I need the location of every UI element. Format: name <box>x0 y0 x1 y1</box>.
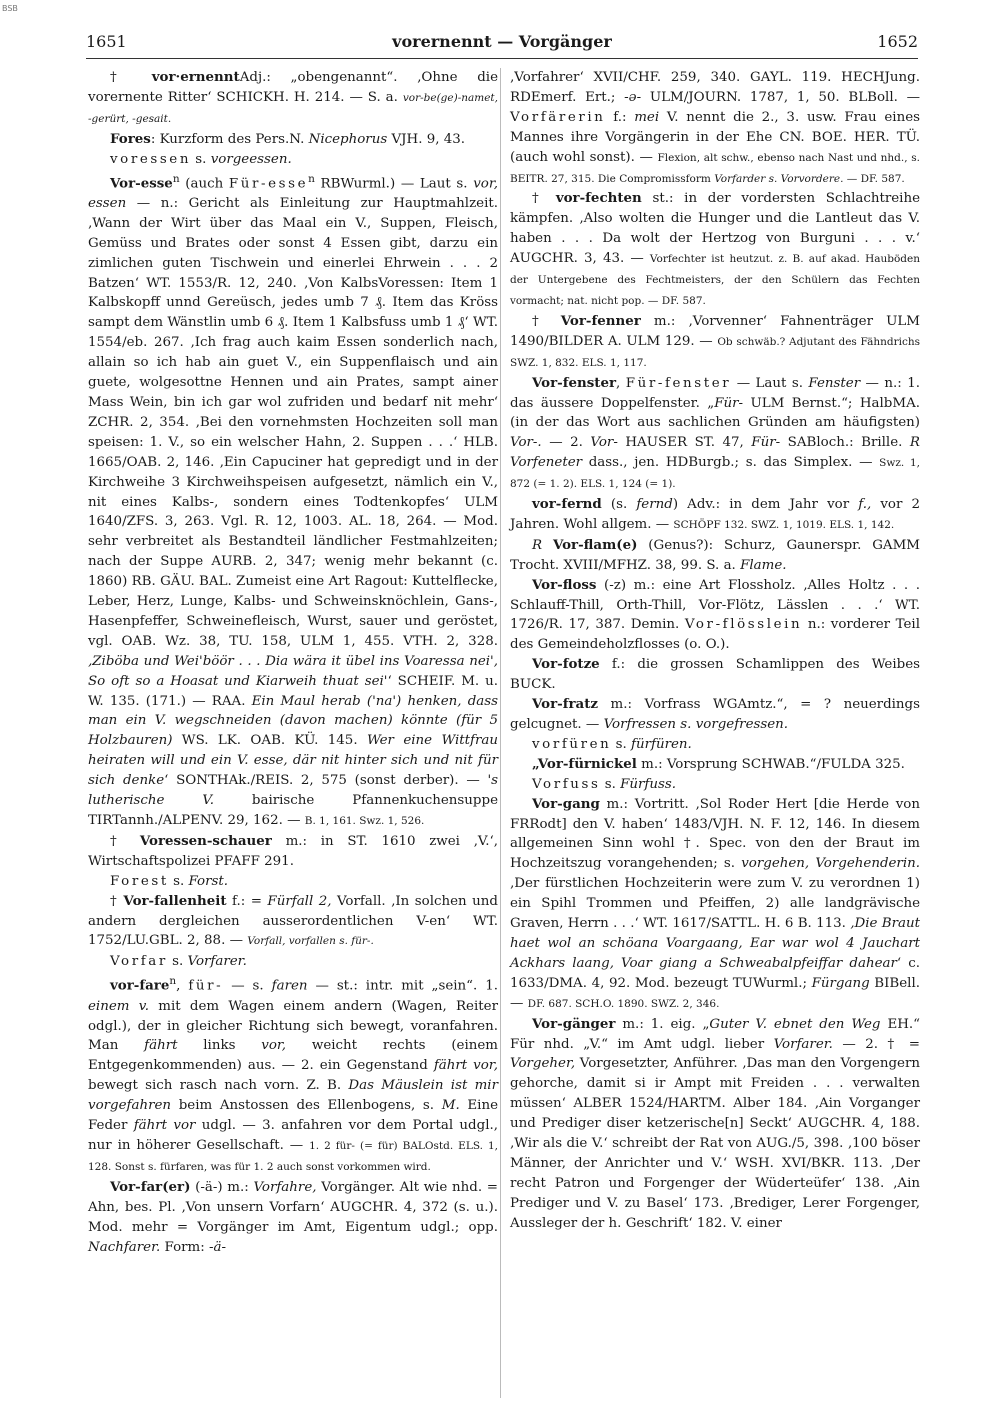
entry-italic: Vor-. <box>510 435 542 451</box>
entry-italic: Nicephorus <box>308 131 388 147</box>
entry-text: m.: ‚Vorvenner‘ Fahnenträger ULM 1490/BILDER A. ULM 129. — <box>510 313 921 349</box>
entry-vor-essen <box>88 170 498 832</box>
entry-italic: Fenster <box>808 375 861 391</box>
entry-text: (-z) m.: eine Art Flossholz. ‚Alles Holtz . . . Schlauff-Thill, Orth-Thill, Vor-Flötz, Lässlen . . .‘ WT. 1726/R. 17, 387. Demin. <box>510 577 920 633</box>
entry-italic: M. <box>441 1098 460 1114</box>
entry-italic: 's lutherische V. <box>88 773 498 809</box>
headword-spaced: Vorfar <box>110 954 168 970</box>
entry-italic: Vorfarer. <box>187 954 247 970</box>
entry-text: m.: 1. eig. „ <box>615 1016 710 1032</box>
entry-text: VJH. 9, 43. <box>387 131 466 147</box>
entry-text: — 2. <box>541 435 591 451</box>
entry-text: beim Anstossen des Ellenbogens, s. <box>171 1098 442 1114</box>
entry-text: — st.: intr. mit „sein“. 1. <box>307 978 499 994</box>
entry-italic: ‚Ziböba und Wei'böör . . . Dia wära it übel ins Voaressa nei', So oft so a Hoasat und Kiarweih thuat sei' <box>88 653 498 689</box>
entry-text: Vorfall. ‚In solchen und andern dergleichen ausserordentlichen V-en‘ WT. 1752/LU.GBL. 2, 88. — <box>88 893 498 949</box>
entry-small: Flexion, alt schw., ebenso nach Nast und nhd., s. BEITR. 27, 315. Die Compromissform <box>510 151 920 185</box>
headword: Vor-esse <box>110 175 173 191</box>
entry-text: — s. <box>223 978 272 994</box>
entry-small: Swz. 1, 872 (= 1. 2). ELS. 1, 124 (= 1). <box>510 457 921 491</box>
headword: vor·ernennt <box>151 69 240 85</box>
entry-text: — n.: 1. das äussere Doppelfenster. „ <box>510 375 920 411</box>
entry-vorfuss-ref <box>510 775 920 795</box>
left-column <box>88 68 498 1257</box>
entry-text: ‚Der fürstlichen Hochzeiterin were zum V. zu verordnen 1) ein Spihl Trommen und Pfeiffen, 2) alle landgrävische Graven, Herrn . . .‘ WT. 1617/SATTL. H. 6 B. 113. <box>510 876 920 932</box>
entry-italic: Fürgang <box>811 975 870 991</box>
entry-text: s. <box>168 873 189 889</box>
entry-small: Vorfechter ist heutzut. z. B. auf akad. Hauböden der Untergebene des Fechtmeisters, der den Schülern das Fechten vormacht; nat. nicht pop. — DF. 587. <box>510 253 920 307</box>
page-number-left: 1651 <box>86 32 127 51</box>
headword: Voressen-schauer <box>139 832 272 849</box>
entry-italic: Vorgeher, <box>510 1056 576 1072</box>
entry-text: bairische Pfannenkuchensuppe TIRTannh./ALPENV. 29, 162. — <box>88 793 498 828</box>
entry-text: links <box>177 1038 262 1054</box>
headword-spaced: Für-fenster <box>625 375 732 391</box>
entry-text: m.: Vorsprung SCHWAB.“/FULDA 325. <box>636 756 905 772</box>
entry-text: HAUSER ST. 47, <box>617 435 752 451</box>
entry-text: ) Adv.: in dem Jahr vor <box>672 497 859 513</box>
entry-text: ‚Vorfahrer‘ XVII/CHF. 259, 340. GAYL. 119. HECHJung. RDEmerf. Ert.; <box>510 70 920 105</box>
page-header <box>86 32 918 59</box>
entry-text: Adj.: „obengenannt“. ‚Ohne die vorernente Ritter‘ SCHICKH. H. 214. — S. a. <box>88 70 498 105</box>
entry-text: st.: in der vordersten Schlachtreihe kämpfen. ‚Also wolten die Hunger und die Lantleut das V. haben . . . Da wolt der Hertzog von Burguni . . . v.‘ AUGCHR. 3, 43. — <box>510 191 921 267</box>
entry-text: , <box>616 375 626 391</box>
headword: Vor-fenner <box>560 312 641 329</box>
entry-vor-fechten <box>510 189 920 311</box>
entry-text: RBWurml.) — Laut s. <box>314 176 474 191</box>
headword: vor-fernd <box>532 496 602 513</box>
entry-text: s. <box>600 776 621 792</box>
entry-italic: vor, <box>261 1038 287 1054</box>
headword: vor-fare <box>110 977 170 994</box>
superscript: n <box>172 172 180 185</box>
entry-text: n.: vorderer Teil des Gemeindeholzflosses (o. O.). <box>510 617 920 653</box>
entry-vor-fratz <box>510 695 920 735</box>
entry-text: SABloch.: Brille. <box>780 435 910 451</box>
headword: Vor-fratz <box>532 696 598 713</box>
headword-spaced: Vorfärerin <box>510 109 606 125</box>
entry-small: 1. 2 für- (= für) BALOstd. ELS. 1, 128. Sonst s. fürfaren, was für 1. 2 auch sonst vorkommen wird. <box>88 1139 498 1173</box>
entry-text: WS. LK. OAB. KÜ. 145. <box>172 733 367 749</box>
dagger: † <box>110 70 133 85</box>
entry-vorfar-ref <box>88 952 498 972</box>
entry-text: Eine Feder <box>88 1098 498 1134</box>
entry-text: (s. <box>601 497 637 513</box>
library-stamp: BSB <box>2 4 18 13</box>
entry-italic: Ein Maul herab ('na') henken, dass man ein V. wegschneiden (davon machen) könnte (für 5 Holzbauren) <box>88 693 498 749</box>
entry-italic: faren <box>271 978 308 994</box>
entry-text: s. <box>191 151 211 167</box>
column-divider <box>500 68 501 1398</box>
entry-text: dass., jen. HDBurgb.; s. das Simplex. — <box>582 455 880 471</box>
entry-vor-farer <box>88 1178 498 1258</box>
entry-text: : Kurzform des Pers.N. <box>150 131 309 147</box>
entry-text: (auch <box>179 176 229 191</box>
entry-italic: mei <box>634 109 660 125</box>
entry-italic: Fürfuss. <box>620 776 676 792</box>
entry-vor-faren <box>88 972 498 1178</box>
headword-spaced: für- <box>188 978 224 994</box>
entry-text: (Genus?): Schurz, Gaunerspr. GAMM Trocht. XVIII/MFHZ. 38, 99. S. a. <box>510 537 921 573</box>
entry-text: ‘ SCHEIF. M. u. W. 135. (171.) — RAA. <box>88 673 498 709</box>
entry-voressen-ref <box>88 150 498 170</box>
dagger: † <box>110 893 118 909</box>
entry-text: , <box>176 978 189 994</box>
right-column <box>510 68 920 1234</box>
headword-spaced: Für-esse <box>228 176 309 191</box>
entry-text: Vorgänger. Alt wie nhd. = Ahn, bes. Pl. ‚Von unsern Vorfarn‘ AUGCHR. 4, 372 (s. u.). Mod. mehr = Vorgänger im Amt, Eigentum udgl.; opp. <box>88 1179 498 1235</box>
entry-text: m.: in ST. 1610 zwei ‚V.‘, Wirtschaftspolizei PFAFF 291. <box>88 833 499 869</box>
entry-text: BIBell. — <box>510 975 920 1011</box>
entry-vor-fenster <box>510 374 920 495</box>
entry-text: V. nennt die 2., 3. usw. Frau eines Mannes ihre Vorgängerin in der Ehe CN. BOE. HER. TÜ. (auch wohl sonst). — <box>510 109 920 165</box>
entry-italic: Forst. <box>188 873 228 889</box>
entry-text: bewegt sich rasch nach vorn. Z. B. <box>88 1078 349 1094</box>
headword-spaced: Vor-flösslein <box>684 617 803 633</box>
entry-vor-fallenheit <box>88 892 498 953</box>
entry-text: m.: Vortritt. ‚Sol Roder Hert [die Herde von FRRodt] den V. haben‘ 1483/VJH. N. F. 12, 146. In diesem allgemeinen Sinn wohl †. Spec. von den der Braut im Hochzeitszug vorangehenden; s. <box>510 796 920 872</box>
entry-small: — DF. 587. <box>843 172 905 185</box>
entry-italic: vorgehen, Vorgehenderin. <box>741 856 920 872</box>
entry-small: Ob schwäb.? Adjutant des Fähndrichs SWZ. 1, 832. ELS. 1, 117. <box>510 335 920 369</box>
entry-italic: vorgeessen. <box>210 151 292 167</box>
entry-text: ULM/JOURN. 1787, 1, 50. BLBoll. — <box>641 89 920 105</box>
headword: Vor-gänger <box>532 1015 616 1032</box>
superscript: n <box>169 975 177 988</box>
entry-text: EH.“ Für nhd. „V.“ im Amt udgl. lieber <box>510 1016 920 1052</box>
entry-text: ‘ c. 1633/DMA. 4, 92. Mod. bezeugt TUWurml.; <box>510 955 920 991</box>
entry-forest <box>88 872 498 892</box>
entry-italic: ‚Die Braut haet wol an schöana Voargaang, Ear war wol 4 Jauchart Ackhars laang, Voar giang a Schweabalpfeiffar dahear <box>510 916 921 971</box>
entry-italic: fährt vor, <box>433 1058 498 1074</box>
headword: Vor-fallenheit <box>123 892 227 909</box>
entry-vor-gang <box>510 795 920 1015</box>
entry-italic: R Vorfeneter <box>510 435 920 471</box>
entry-text: f.: = <box>226 893 268 909</box>
entry-italic: Für- <box>714 395 744 411</box>
entry-vor-gaenger <box>510 1015 920 1234</box>
entry-small: Vorfall, vorfallen s. für-. <box>247 935 374 948</box>
page-number-right: 1652 <box>877 32 918 51</box>
entry-text: f.: <box>605 109 635 125</box>
entry-text: ULM Bernst.“; HalbMA. (in der das Wort aus sachlichen Gründen am häufigsten) <box>510 395 920 431</box>
entry-italic: Das Mäuslein ist mir vorgefahren <box>88 1078 498 1114</box>
entry-text: m.: Vorfrass WGAmtz.“, = ? neuerdings gelcugnet. — <box>510 697 920 732</box>
headword: „Vor-fürnickel <box>532 755 637 772</box>
entry-text: Vorgesetzter, Anführer. ‚Das man den Vorgengern gehorche, damit si ir Ampt mit Freiden . . . verwalten müssen‘ ALBER 1524/HARTM. Alber 184. ‚Ain Vorganger und Prediger diser ketzerische[n] Seckt‘ AUGCHR. 4, 188. ‚Wir als die V.‘ schreibt der Rat von AUG./5, 398. ‚100 böser Männer, der Anrichter und V.‘ WSH. XVI/BKR. 113. ‚Der recht Patron und Forgenger der Wüderteüfer‘ 138. ‚Ain Prediger und V. zu Basel‘ 173. ‚Brediger, Lerer Forgenger, Aussleger der h. Geschrift‘ 182. V. einer <box>510 1056 920 1231</box>
entry-vor-fuernickel <box>510 755 920 775</box>
entry-text: s. <box>167 954 188 970</box>
entry-italic: fährt vor <box>133 1118 196 1134</box>
entry-italic: fährt <box>144 1038 178 1054</box>
entry-text: — 2. † = <box>832 1036 920 1052</box>
headword: Vor-flam(e) <box>552 536 638 553</box>
entry-italic: -ǝ- <box>624 89 642 105</box>
headword-spaced: Vorfuss <box>532 776 601 792</box>
entry-italic: -ä- <box>209 1239 227 1255</box>
entry-vorernennt <box>88 68 498 130</box>
entry-text: ‘ SONTHAk./REIS. 2, 575 (sonst derber). — <box>164 773 488 789</box>
entry-vorfarer-continued <box>510 68 920 189</box>
superscript: n <box>308 172 315 185</box>
headword: Vor-fenster <box>532 374 617 391</box>
headword-spaced: Forest <box>110 873 169 889</box>
entry-vor-fotze <box>510 655 920 695</box>
dagger: † <box>110 833 127 849</box>
entry-text: f.: die grossen Schamlippen des Weibes BUCK. <box>510 657 920 693</box>
entry-italic: Fürfall 2, <box>267 893 332 909</box>
entry-italic: Guter V. ebnet den Weg <box>709 1016 881 1032</box>
entry-italic: vor, essen <box>88 176 499 211</box>
entry-italic: fernd <box>636 497 673 513</box>
entry-italic: Für- <box>751 435 781 451</box>
entry-italic: Vorfarder s. Vorvordere. <box>714 172 844 185</box>
entry-text: s. <box>611 736 632 752</box>
headword: Vor-fotze <box>532 656 600 673</box>
headword-spaced: voressen <box>110 151 192 167</box>
entry-fores <box>88 130 498 150</box>
entry-small: DF. 687. SCH.O. 1890. SWZ. 2, 346. <box>527 997 720 1010</box>
entry-vorfueren-ref <box>510 735 920 755</box>
entry-small: SCHÖPF 132. SWZ. 1, 1019. ELS. 1, 142. <box>673 518 895 531</box>
running-title: vorernennt — Vorgänger <box>392 32 612 51</box>
entry-text: — Laut s. <box>731 375 809 391</box>
headword-spaced: vorfüren <box>532 736 612 752</box>
entry-italic: R <box>532 537 543 553</box>
entry-italic: fürfüren. <box>631 736 692 752</box>
dagger: † <box>532 191 546 207</box>
entry-italic: Vorfahre, <box>253 1179 317 1195</box>
entry-vor-fernd <box>510 495 920 536</box>
entry-text: — n.: Gericht als Einleitung zur Hauptmahlzeit. ‚Wann der Wirt über das Maal ein V., Suppen, Fleisch, Gemüss und Brates oder sonst 4 Essen gibt, darzu ein zimlichen guten Tischwein und einerlei Ehrwein . . . 2 Batzen‘ WT. 1553/R. 12, 240. ‚Von KalbsVoressen: Item 1 Kalbskopff unnd Gereüsch, jedes umb 7 ₰. Item das Kröss sampt dem Wänstlin umb 6 ₰. Item 1 Kalbsfuss umb 1 ₰‘ WT. 1554/eb. 267. ‚Ich frag auch kaim Essen sonderlich nach, allain so ich hab ain guet V., ein Suppenflaisch und ain guete, wolgesottne Hennen und ain Prates, sampt ainer Mass Wein, bin ich gar wol zufriden und bedarf nit mehr‘ ZCHR. 2, 354. ‚Bei den vornehmsten Hochzeiten soll man speisen: 1. V., so ein welscher Hahn, 2. Suppen . . .‘ HLB. 1665/OAB. 2, 146. ‚Ein Capuciner hat gepredigt und in der Kirchweihe 3 Kirchweihspeisen aufgesetzt, nämlich ein V., nit eines Kalbs-, sondern eines Todtenkopfes‘ ULM 1640/ZFS. 3, 263. Vgl. R. 12, 1003. AL. 18, 264. — Mod. sehr verbreitet als Bestandteil ländlicher Festmahlzeiten; nach der Suppe AURB. 2, 347; wenig mehr bekannt (c. 1860) RB. GÄU. BAL. Zumeist eine Art Ragout: Kuttelflecke, Leber, Herz, Lunge, Kalbs- und Schweinsknöchlein, Gans-, Hasenpfeffer, Schweinefleisch, Wurst, sauer und geröstet, vgl. OAB. Wz. 38, TU. 158, ULM 1, 455. VTH. 2, 328. <box>88 195 498 649</box>
entry-text: Form: <box>160 1239 210 1255</box>
entry-text: udgl. — 3. anfahren vor dem Portal udgl., nur in höherer Gesellschaft. — <box>88 1118 498 1153</box>
entry-text: vor 2 Jahren. Wohl allgem. — <box>510 497 920 532</box>
entry-voressen-schauer <box>88 832 498 872</box>
entry-vor-flame <box>510 536 920 576</box>
entry-text: mit dem Wagen einem andern (Wagen, Reiter odgl.), der in gleicher Richtung sich bewegt, voranfahren. Man <box>88 998 498 1054</box>
entry-vor-fenner <box>510 312 920 374</box>
entry-italic: Vorfressen s. vorgefressen. <box>603 717 789 732</box>
headword: vor-fechten <box>555 190 642 207</box>
entry-italic: Nachfarer. <box>88 1239 161 1255</box>
entry-italic: Wer eine Wittfrau heiraten will und ein V. esse, där nit hinter sich und nit für sich denke <box>88 733 498 789</box>
entry-italic: Flame. <box>740 557 787 573</box>
headword: Vor-far(er) <box>110 1178 191 1195</box>
headword: Fores <box>110 130 151 147</box>
headword: Vor-floss <box>532 576 597 593</box>
entry-vor-floss <box>510 576 920 656</box>
entry-italic: vor-be(ge)-namet, -gerürt, -gesait. <box>88 91 498 125</box>
entry-text: weicht rechts (einem Entgegenkommenden) aus. — 2. ein Gegenstand <box>88 1038 498 1074</box>
entry-italic: f., <box>858 497 872 513</box>
dagger: † <box>532 313 548 329</box>
headword: Vor-gang <box>532 795 600 812</box>
entry-small: B. 1, 161. Swz. 1, 526. <box>304 815 425 827</box>
entry-text: (-ä-) m.: <box>190 1179 254 1195</box>
entry-italic: Vor- <box>590 435 618 451</box>
entry-italic: einem v. <box>88 998 149 1014</box>
entry-italic: Vorfarer. <box>773 1036 833 1052</box>
